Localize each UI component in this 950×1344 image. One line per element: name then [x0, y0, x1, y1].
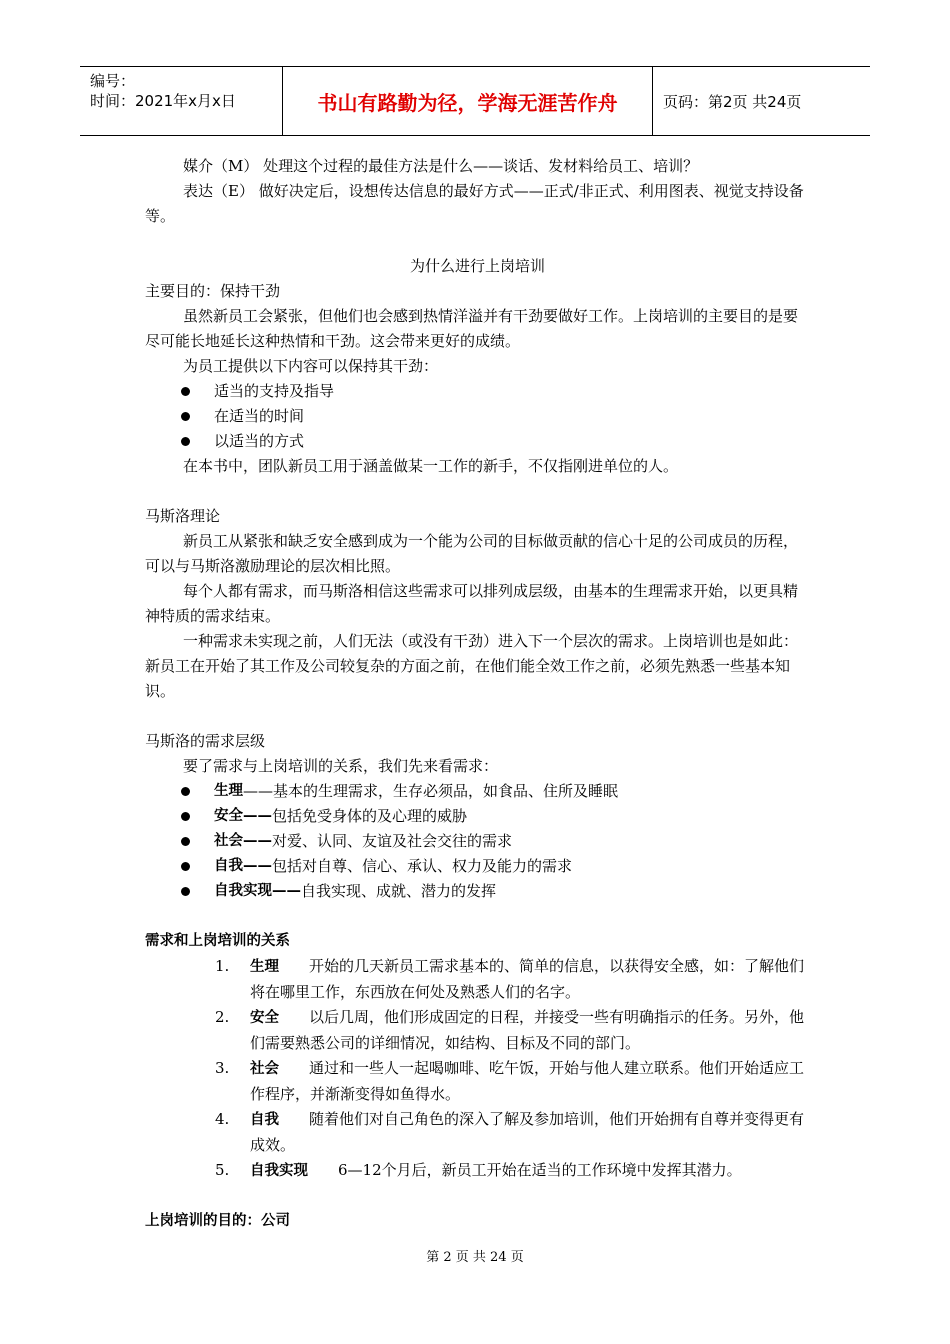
list-item: 适当的支持及指导: [145, 379, 810, 404]
number-label: 编号：: [90, 72, 136, 90]
maslow-paragraph-1: 新员工从紧张和缺乏安全感到成为一个能为公司的目标做贡献的信心十足的公司成员的历程，可以与马斯洛激励理论的层次相比照。: [145, 532, 799, 575]
date-label: 时间：2021年x月x日: [90, 92, 236, 110]
list-item: 3. 社会 通过和一些人一起喝咖啡、吃午饭，开始与他人建立联系。他们开始适应工作程序，并渐渐变得如鱼得水。: [215, 1059, 805, 1103]
document-body: [145, 154, 810, 1234]
maslow-heading: 马斯洛理论: [145, 507, 221, 525]
list-item: 生理 ——基本的生理需求，生存必须品，如食品、住所及睡眠: [145, 779, 810, 804]
list-item: 2. 安全 以后几周，他们形成固定的日程，并接受一些有明确指示的任务。另外，他们需要熟悉公司的详细情况，如结构、目标及不同的部门。: [215, 1008, 805, 1052]
list-item: 以适当的方式: [145, 429, 810, 454]
header-page-info: 页码：第2页 共24页: [663, 92, 802, 111]
header-motto: 书山有路勤为径，学海无涯苦作舟: [283, 67, 653, 135]
provide-intro: 为员工提供以下内容可以保持其干劲：: [183, 357, 439, 375]
hierarchy-intro: 要了需求与上岗培训的关系，我们先来看需求：: [183, 757, 499, 775]
bullet-icon: [181, 387, 190, 396]
goal-paragraph: 虽然新员工会紧张，但他们也会感到热情洋溢并有干劲要做好工作。上岗培训的主要目的是要尽可能长地延长这种热情和干劲。这会带来更好的成绩。: [145, 307, 799, 350]
list-item: 在适当的时间: [145, 404, 810, 429]
bullet-icon: [181, 787, 190, 796]
bullet-icon: [181, 812, 190, 821]
list-item: 自我实现—— 自我实现、成就、潜力的发挥: [145, 879, 810, 904]
list-item: 自我—— 包括对自尊、信心、承认、权力及能力的需求: [145, 854, 810, 879]
bullet-icon: [181, 862, 190, 871]
list-item: 4. 自我 随着他们对自己角色的深入了解及参加培训，他们开始拥有自尊并变得更有成效。: [215, 1110, 805, 1154]
bullet-icon: [181, 837, 190, 846]
hierarchy-heading: 马斯洛的需求层级: [145, 732, 266, 750]
document-header: [80, 66, 870, 136]
main-goal-heading: 主要目的：保持干劲: [145, 282, 281, 300]
header-meta: [80, 67, 283, 135]
section-title-why: 为什么进行上岗培训: [409, 257, 545, 275]
list-item: 5. 自我实现 6—12个月后，新员工开始在适当的工作环境中发挥其潜力。: [215, 1161, 742, 1179]
media-paragraph: 媒介（M） 处理这个过程的最佳方法是什么——谈话、发材料给员工、培训？: [183, 157, 699, 175]
list-item: 社会—— 对爱、认同、友谊及社会交往的需求: [145, 829, 810, 854]
maslow-paragraph-2: 每个人都有需求，而马斯洛相信这些需求可以排列成层级，由基本的生理需求开始，以更具精神特质的需求结束。: [145, 582, 799, 625]
relation-heading: 需求和上岗培训的关系: [145, 933, 290, 949]
list-item: 1. 生理 开始的几天新员工需求基本的、简单的信息，以获得安全感，如：了解他们将在哪里工作，东西放在何处及熟悉人们的名字。: [215, 957, 805, 1001]
bullet-icon: [181, 437, 190, 446]
page-footer: 第 2 页 共 24 页: [426, 1250, 524, 1265]
bullet-icon: [181, 887, 190, 896]
definition-paragraph: 在本书中，团队新员工用于涵盖做某一工作的新手，不仅指刚进单位的人。: [183, 457, 679, 475]
express-paragraph: 表达（E） 做好决定后，设想传达信息的最好方式——正式/非正式、利用图表、视觉支持设备等。: [145, 182, 804, 225]
maslow-paragraph-3: 一种需求未实现之前，人们无法（或没有干劲）进入下一个层次的需求。上岗培训也是如此：新员工在开始了其工作及公司较复杂的方面之前，在他们能全效工作之前，必须先熟悉一些基本知识。: [145, 632, 799, 700]
bullet-icon: [181, 412, 190, 421]
purpose-heading: 上岗培训的目的：公司: [145, 1213, 290, 1229]
list-item: 安全—— 包括免受身体的及心理的威胁: [145, 804, 810, 829]
